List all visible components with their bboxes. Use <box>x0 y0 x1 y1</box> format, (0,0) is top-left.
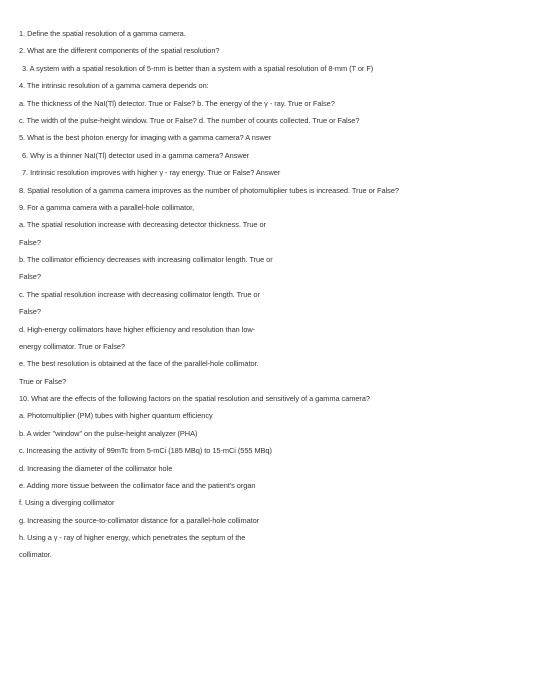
question-10g: g. Increasing the source-to-collimator distance for a parallel-hole collimator <box>19 516 260 525</box>
question-10h: h. Using a γ - ray of higher energy, which penetrates the septum of the <box>19 533 246 542</box>
question-9a-cont: False? <box>19 238 41 247</box>
question-9d-cont: energy collimator. True or False? <box>19 342 125 351</box>
question-7: 7. Intrinsic resolution improves with higher γ - ray energy. True or False? Answer <box>22 168 281 177</box>
question-9c-cont: False? <box>19 307 41 316</box>
question-9c: c. The spatial resolution increase with decreasing collimator length. True or <box>19 290 260 299</box>
question-3: 3. A system with a spatial resolution of 5-mm is better than a system with a spatial resolution of 8-mm (T or F) <box>22 64 374 73</box>
question-8: 8. Spatial resolution of a gamma camera improves as the number of photomultiplier tubes is increased. True or False? <box>19 186 399 195</box>
question-4-ab: a. The thickness of the NaI(Tl) detector. True or False? b. The energy of the γ - ray. True or False? <box>19 99 335 108</box>
question-4-cd: c. The width of the pulse-height window. True or False? d. The number of counts collected. True or False? <box>19 116 360 125</box>
question-1: 1. Define the spatial resolution of a gamma camera. <box>19 29 186 38</box>
question-10f: f. Using a diverging collimator <box>19 498 115 507</box>
question-10h-cont: collimator. <box>19 550 52 559</box>
question-4: 4. The intrinsic resolution of a gamma camera depends on: <box>19 81 209 90</box>
question-10a: a. Photomultiplier (PM) tubes with higher quantum efficiency <box>19 411 213 420</box>
question-6: 6. Why is a thinner NaI(Tl) detector used in a gamma camera? Answer <box>22 151 250 160</box>
question-10b: b. A wider "window" on the pulse-height analyzer (PHA) <box>19 429 198 438</box>
question-9a: a. The spatial resolution increase with decreasing detector thickness. True or <box>19 220 266 229</box>
question-9d: d. High-energy collimators have higher efficiency and resolution than low- <box>19 325 256 334</box>
question-10: 10. What are the effects of the following factors on the spatial resolution and sensitively of a gamma camera? <box>19 394 370 403</box>
question-9b: b. The collimator efficiency decreases with increasing collimator length. True or <box>19 255 273 264</box>
question-10c: c. Increasing the activity of 99mTc from 5-mCi (185 MBq) to 15-mCi (555 MBq) <box>19 446 272 455</box>
question-2: 2. What are the different components of the spatial resolution? <box>19 46 220 55</box>
question-5: 5. What is the best photon energy for imaging with a gamma camera? A nswer <box>19 133 272 142</box>
question-10e: e. Adding more tissue between the collimator face and the patient's organ <box>19 481 256 490</box>
question-9e-cont: True or False? <box>19 377 67 386</box>
question-9b-cont: False? <box>19 272 41 281</box>
question-10d: d. Increasing the diameter of the collimator hole <box>19 464 173 473</box>
question-9e: e. The best resolution is obtained at the face of the parallel-hole collimator. <box>19 359 259 368</box>
question-9: 9. For a gamma camera with a parallel-hole collimator, <box>19 203 195 212</box>
